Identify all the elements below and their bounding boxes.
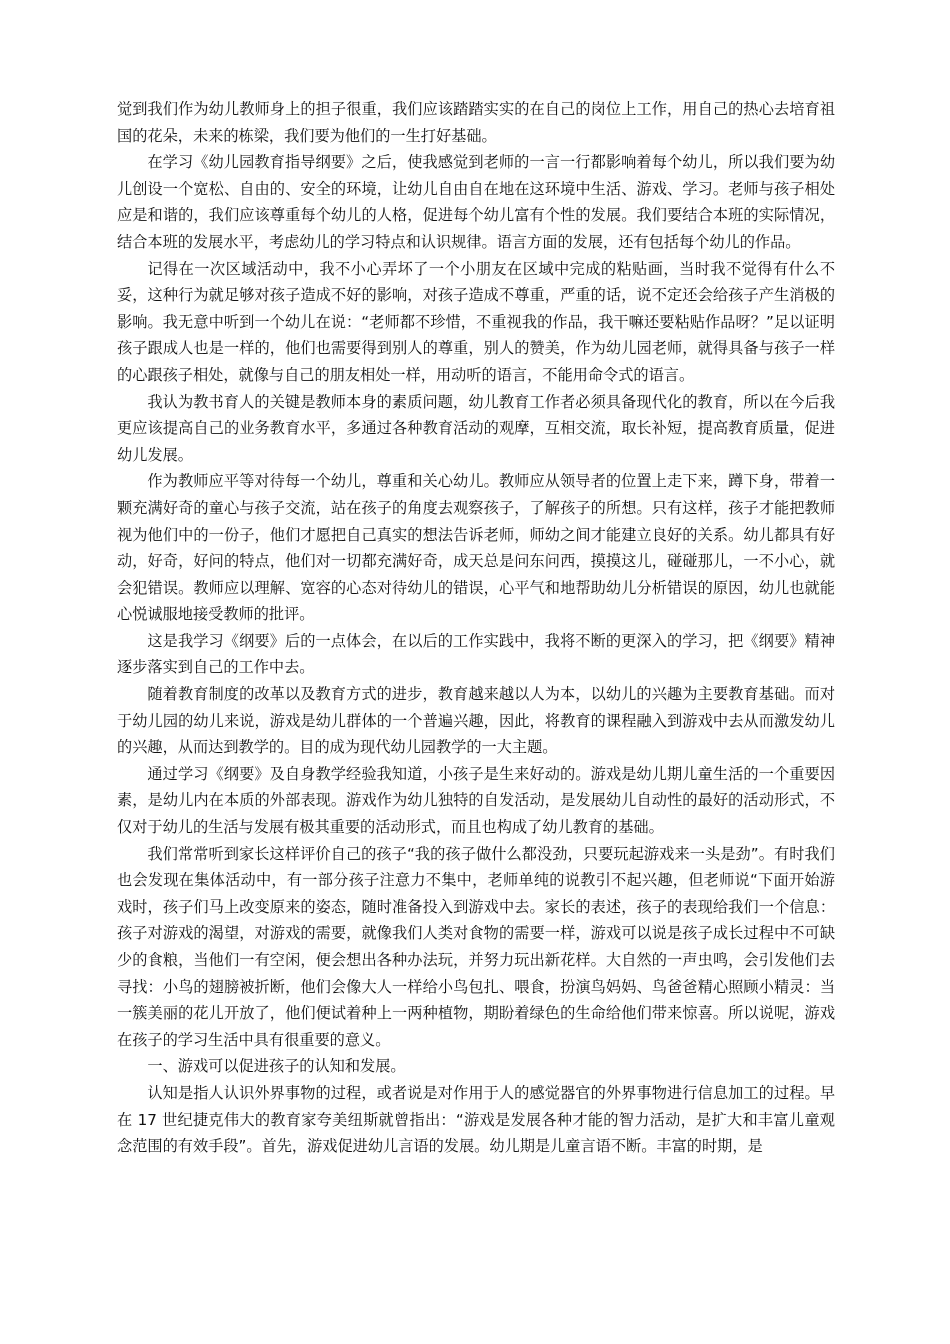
paragraph-5: 作为教师应平等对待每一个幼儿，尊重和关心幼儿。教师应从领导者的位置上走下来，蹲下身，带着一颗充满好奇的童心与孩子交流，站在孩子的角度去观察孩子，了解孩子的所想。只有这样，孩子才能把教师视为他们中的一份子，他们才愿把自己真实的想法告诉老师，师幼之间才能建立良好的关系。幼儿都具有好动，好奇，好问的特点，他们对一切都充满好奇，成天总是问东问西，摸摸这儿，碰碰那儿，一不小心，就会犯错误。教师应以理解、宽容的心态对待幼儿的错误，心平气和地帮助幼儿分析错误的原因，幼儿也就能心悦诚服地接受教师的批评。 [117,472,835,624]
section-heading: 一、游戏可以促进孩子的认知和发展。 [147,1057,406,1076]
paragraph-8: 通过学习《纲要》及自身教学经验我知道，小孩子是生来好动的。游戏是幼儿期儿童生活的一个重要因素，是幼儿内在本质的外部表现。游戏作为幼儿独特的自发活动，是发展幼儿自动性的最好的活动形式，不仅对于幼儿的生活与发展有极其重要的活动形式，而且也构成了幼儿教育的基础。 [117,764,835,837]
paragraph-7: 随着教育制度的改革以及教育方式的进步，教育越来越以人为本，以幼儿的兴趣为主要教育基础。而对于幼儿园的幼儿来说，游戏是幼儿群体的一个普遍兴趣，因此，将教育的课程融入到游戏中去从而激发幼儿的兴趣，从而达到教学的。目的成为现代幼儿园教学的一大主题。 [117,685,835,757]
paragraph-10: 认知是指人认识外界事物的过程，或者说是对作用于人的感觉器官的外界事物进行信息加工的过程。早在 17 世纪捷克伟大的教育家夸美纽斯就曾指出：“游戏是发展各种才能的智力活动，是扩大和丰富儿童观念范围的有效手段”。首先，游戏促进幼儿言语的发展。幼儿期是儿童言语不断。丰富的时期，是 [117,1083,835,1156]
paragraph-1: 觉到我们作为幼儿教师身上的担子很重，我们应该踏踏实实的在自己的岗位上工作，用自己的热心去培育祖国的花朵，未来的栋梁，我们要为他们的一生打好基础。 [117,100,835,145]
document-page [117,96,835,1160]
paragraph-6: 这是我学习《纲要》后的一点体会，在以后的工作实践中，我将不断的更深入的学习，把《纲要》精神逐步落实到自己的工作中去。 [117,631,835,677]
paragraph-4: 我认为教书育人的关键是教师本身的素质问题，幼儿教育工作者必须具备现代化的教育，所以在今后我更应该提高自己的业务教育水平，多通过各种教育活动的观摩，互相交流，取长补短，提高教育质量，促进幼儿发展。 [117,392,835,464]
paragraph-9: 我们常常听到家长这样评价自己的孩子“我的孩子做什么都没劲，只要玩起游戏来一头是劲”。有时我们也会发现在集体活动中，有一部分孩子注意力不集中，老师单纯的说教引不起兴趣，但老师说“下面开始游戏时，孩子们马上改变原来的姿态，随时准备投入到游戏中去。家长的表述，孩子的表现给我们一个信息：孩子对游戏的渴望，对游戏的需要，就像我们人类对食物的需要一样，游戏可以说是孩子成长过程中不可缺少的食粮，当他们一有空闲，便会想出各种办法玩，并努力玩出新花样。大自然的一声虫鸣，会引发他们去寻找：小鸟的翅膀被折断，他们会像大人一样给小鸟包扎、喂食，扮演鸟妈妈、鸟爸爸精心照顾小精灵：当一簇美丽的花儿开放了，他们便试着种上一两种植物，期盼着绿色的生命给他们带来惊喜。所以说呢，游戏在孩子的学习生活中具有很重要的意义。 [117,844,835,1049]
paragraph-2: 在学习《幼儿园教育指导纲要》之后，使我感觉到老师的一言一行都影响着每个幼儿，所以我们要为幼儿创设一个宽松、自由的、安全的环境，让幼儿自由自在地在这环境中生活、游戏、学习。老师与孩子相处应是和谐的，我们应该尊重每个幼儿的人格，促进每个幼儿富有个性的发展。我们要结合本班的实际情况，结合本班的发展水平，考虑幼儿的学习特点和认识规律。语言方面的发展，还有包括每个幼儿的作品。 [117,153,835,251]
paragraph-3: 记得在一次区域活动中，我不小心弄坏了一个小朋友在区域中完成的粘贴画，当时我不觉得有什么不妥，这种行为就足够对孩子造成不好的影响，对孩子造成不尊重，严重的话，说不定还会给孩子产生消极的影响。我无意中听到一个幼儿在说：“老师都不珍惜，不重视我的作品，我干嘛还要粘贴作品呀？”足以证明孩子跟成人也是一样的，他们也需要得到别人的尊重，别人的赞美，作为幼儿园老师，就得具备与孩子一样的心跟孩子相处，就像与自己的朋友相处一样，用动听的语言，不能用命令式的语言。 [117,259,835,384]
